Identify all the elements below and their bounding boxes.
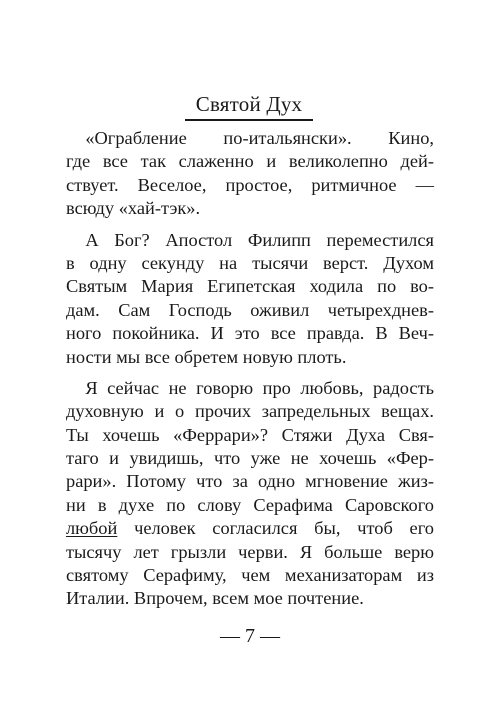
paragraph-gap [66,369,434,377]
paragraph-3-line-1: Я сейчас не говорю про любовь, радость [85,377,434,398]
paragraph-3-line-6: ни в духе по слову Серафима Саровского [66,494,434,515]
header-underline-rule [185,119,313,121]
paragraph-1-line-3: ствует. Веселое, простое, ритмичное — [66,174,434,195]
paragraph-2-line-5: ного покойника. И это все правда. В Веч- [66,323,434,344]
body-text [66,127,434,611]
paragraph-3-line-7-rest: человек согласился бы, чтоб его [134,518,434,539]
paragraph-2-line-3: Святым Мария Египетская ходила по во- [66,276,434,297]
paragraph-1-line-1: «Ограбление по-итальянски». Кино, [85,128,434,148]
paragraph-3-line-9: святому Серафиму, чем механизаторам из [66,565,434,586]
underlined-word: любой [66,518,118,539]
paragraph-3-line-10: Италии. Впрочем, всем мое почтение. [66,588,364,609]
paragraph-gap [66,221,434,229]
paragraph-3-line-3: Ты хочешь «Феррари»? Стяжи Духа Свя- [66,424,434,445]
paragraph-3-line-7 [66,517,434,540]
paragraph-1-line-4: всюду «хай-тэк». [66,198,201,219]
running-header-title: Святой Дух [195,92,303,116]
paragraph-2-line-6: ности мы все обретем новую плоть. [66,346,347,367]
page-number: — 7 — [220,625,280,647]
paragraph-3-line-8: тысячу лет грызли черви. Я больше верю [66,541,434,562]
paragraph-1-line-2: где все так слаженно и великолепно дей- [66,151,434,172]
paragraph-2-line-2: в одну секунду на тысячи верст. Духом [66,252,434,273]
paragraph-2-line-4: дам. Сам Господь оживил четырехднев- [66,299,434,320]
paragraph-3-line-2: духовную и о прочих запредельных вещах. [66,401,434,422]
paragraph-3-line-4: таго и увидишь, что уже не хочешь «Фер- [66,448,434,469]
paragraph-3-line-5: рари». Потому что за одно мгновение жиз- [66,471,434,492]
paragraph-2-line-1: А Бог? Апостол Филипп переместился [85,229,434,250]
